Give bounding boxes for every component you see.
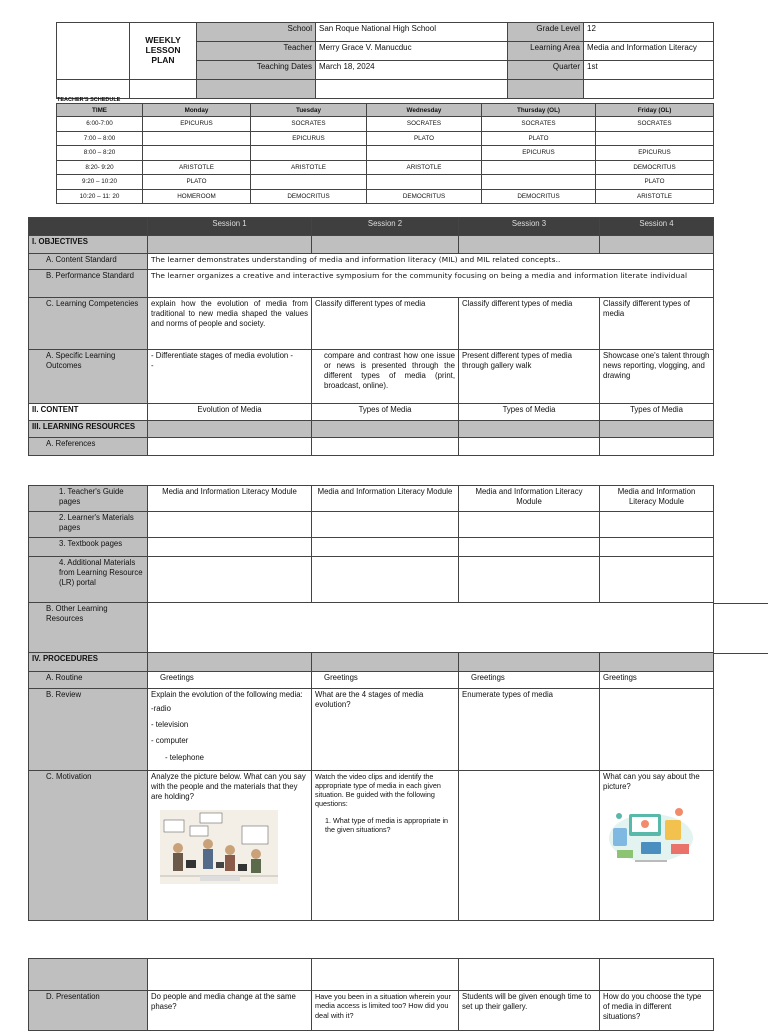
competency-cell: Classify different types of media [600,298,714,350]
presentation-cell: Do people and media change at the same phase? [148,991,312,1031]
content-cell: Types of Media [312,404,459,421]
schedule-time: 6:00-7:00 [57,117,143,132]
schedule-class [367,146,482,161]
content-cell: Types of Media [459,404,600,421]
outcome-cell [148,350,312,404]
tg-cell: Media and Information Literacy Module [459,486,600,512]
outcomes-label: A. Specific Learning Outcomes [29,350,148,404]
tg-cell: Media and Information Literacy Module [148,486,312,512]
additional-label: 4. Additional Materials from Learning Resource (LR) portal [29,557,148,603]
grade-label: Grade Level [508,23,584,42]
schedule-class: HOMEROOM [143,189,251,204]
lm-cell [459,512,600,538]
routine-cell: Greetings [459,672,600,689]
presentation-cell: Have you been in a situation wherein your media access is limited too? How did you deal with it? [312,991,459,1031]
quarter-value: 1st [584,61,714,80]
procedures-cell [148,653,312,672]
lm-cell [600,512,714,538]
review-cell: Enumerate types of media [459,689,600,771]
schedule-class: EPICURUS [596,146,714,161]
outcome-cell: Present different types of media through gallery walk [459,350,600,404]
quarter-label: Quarter [508,61,584,80]
schedule-col-header: Friday (OL) [596,104,714,117]
additional-cell [312,557,459,603]
outcome-line: - [151,361,154,371]
textbook-cell [312,538,459,557]
other-resources-cell [148,603,714,653]
teacher-label: Teacher [197,42,316,61]
objectives-cell [459,236,600,254]
content-cell: Types of Media [600,404,714,421]
header-empty [316,80,508,99]
review-cell [600,689,714,771]
schedule-col-header: Monday [143,104,251,117]
content-standard-label: A. Content Standard [29,254,148,270]
dates-label: Teaching Dates [197,61,316,80]
content-heading: II. CONTENT [29,404,148,421]
additional-cell [600,557,714,603]
references-cell [600,438,714,456]
presentation-cell: How do you choose the type of media in different situations? [600,991,714,1031]
schedule-class: PLATO [482,131,596,146]
textbook-cell [148,538,312,557]
schedule-class: DEMOCRITUS [251,189,367,204]
session-header: Session 3 [459,218,600,236]
textbook-cell [600,538,714,557]
schedule-class: SOCRATES [251,117,367,132]
lm-cell [312,512,459,538]
schedule-row [57,146,714,161]
resources-cell [312,421,459,438]
other-resources-label: B. Other Learning Resources [29,603,148,653]
school-value: San Roque National High School [316,23,508,42]
schedule-class: SOCRATES [596,117,714,132]
plan-table-procedures [28,485,714,921]
header-empty [57,80,130,99]
objectives-cell [312,236,459,254]
content-cell: Evolution of Media [148,404,312,421]
presentation-top-label [29,959,148,991]
schedule-col-header: Tuesday [251,104,367,117]
additional-cell [148,557,312,603]
routine-cell: Greetings [148,672,312,689]
header-empty [197,80,316,99]
review-cell: What are the 4 stages of media evolution? [312,689,459,771]
motivation-cell [312,771,459,921]
presentation-top-cell [148,959,312,991]
schedule-time: 8:00 – 8:20 [57,146,143,161]
schedule-class: PLATO [143,175,251,190]
schedule-class [143,146,251,161]
schedule-class: EPICURUS [143,117,251,132]
competencies-label: C. Learning Competencies [29,298,148,350]
schedule-class [482,175,596,190]
cartoon-illustration [160,810,278,884]
competency-cell: Classify different types of media [312,298,459,350]
review-intro: Explain the evolution of the following media: [151,690,303,699]
area-label: Learning Area [508,42,584,61]
motivation-question: 1. What type of media is appropriate in the given situations? [325,816,449,834]
review-item: - television [151,720,189,730]
session-header: Session 2 [312,218,459,236]
content-standard-value: The learner demonstrates understanding of media and information literacy (MIL) and MIL related concepts.. [148,254,714,270]
resources-cell [459,421,600,438]
tg-cell: Media and Information Literacy Module [600,486,714,512]
outcome-cell: Showcase one's talent through news reporting, vlogging, and drawing [600,350,714,404]
schedule-table [56,103,714,204]
textbook-label: 3. Textbook pages [29,538,148,557]
routine-label: A. Routine [29,672,148,689]
review-label: B. Review [29,689,148,771]
schedule-class: EPICURUS [251,131,367,146]
competency-cell: Classify different types of media [459,298,600,350]
tg-label: 1. Teacher's Guide pages [29,486,148,512]
schedule-row [57,131,714,146]
plan-table-presentation [28,958,714,1031]
motivation-text: What can you say about the picture? [603,772,700,792]
references-label: A. References [29,438,148,456]
presentation-label: D. Presentation [29,991,148,1031]
review-cell [148,689,312,771]
presentation-top-cell [600,959,714,991]
schedule-class: PLATO [596,175,714,190]
grade-value: 12 [584,23,714,42]
references-cell [148,438,312,456]
corner-cell [29,218,148,236]
competency-cell: explain how the evolution of media from traditional to new media shaped the values and norms of people and society. [148,298,312,350]
schedule-body [57,117,714,204]
plan-table-objectives [28,217,714,456]
schedule-class: ARISTOTLE [596,189,714,204]
motivation-text: Analyze the picture below. What can you say with the people and the materials that they are holding? [151,772,306,802]
header-empty [584,80,714,99]
schedule-class [367,175,482,190]
motivation-cell [148,771,312,921]
school-label: School [197,23,316,42]
schedule-class: ARISTOTLE [143,160,251,175]
schedule-class [251,175,367,190]
resources-heading: III. LEARNING RESOURCES [29,421,148,438]
doc-title [130,23,197,80]
tg-cell: Media and Information Literacy Module [312,486,459,512]
motivation-label: C. Motivation [29,771,148,921]
routine-cell: Greetings [312,672,459,689]
header-blank [57,23,130,80]
table-overflow-line [713,603,768,604]
schedule-time: 10:20 – 11: 20 [57,189,143,204]
lm-cell [148,512,312,538]
header-empty [130,80,197,99]
schedule-time: 8:20- 9:20 [57,160,143,175]
schedule-row [57,189,714,204]
presentation-top-cell [312,959,459,991]
media-illustration [603,800,710,869]
schedule-col-header: Thursday (OL) [482,104,596,117]
media-icons-illustration [605,800,697,866]
schedule-class: EPICURUS [482,146,596,161]
title-line1: WEEKLY [145,35,181,46]
header-empty [508,80,584,99]
schedule-class: ARISTOTLE [367,160,482,175]
review-item: -radio [151,704,171,714]
review-item: - computer [151,736,189,746]
schedule-class: SOCRATES [367,117,482,132]
outcome-line: - Differentiate stages of media evolution - [151,351,294,360]
schedule-class [143,131,251,146]
schedule-class: DEMOCRITUS [367,189,482,204]
schedule-row [57,175,714,190]
schedule-class [482,160,596,175]
schedule-time: 9:20 – 10:20 [57,175,143,190]
schedule-col-header: Wednesday [367,104,482,117]
objectives-cell [148,236,312,254]
schedule-class: SOCRATES [482,117,596,132]
area-value: Media and Information Literacy [584,42,714,61]
motivation-cell [459,771,600,921]
schedule-class [251,146,367,161]
presentation-top-cell [459,959,600,991]
schedule-class: DEMOCRITUS [596,160,714,175]
resources-cell [600,421,714,438]
schedule-class: PLATO [367,131,482,146]
schedule-col-header: TIME [57,104,143,117]
motivation-cell [600,771,714,921]
references-cell [312,438,459,456]
presentation-cell: Students will be given enough time to set up their gallery. [459,991,600,1031]
review-item: - telephone [165,752,205,762]
outcome-cell: compare and contrast how one issue or news is presented through the different types of media (print, broadcast, online). [312,350,459,404]
schedule-row [57,117,714,132]
schedule-row [57,160,714,175]
schedule-class [596,131,714,146]
dates-value: March 18, 2024 [316,61,508,80]
performance-standard-label: B. Performance Standard [29,270,148,298]
schedule-class: ARISTOTLE [251,160,367,175]
resources-cell [148,421,312,438]
procedures-cell [600,653,714,672]
schedule-header-row [57,104,714,117]
procedures-cell [312,653,459,672]
schedule-time: 7:00 – 8:00 [57,131,143,146]
teacher-value: Merry Grace V. Manucduc [316,42,508,61]
performance-standard-value: The learner organizes a creative and interactive symposium for the community focusing on being a media and information literate individual [148,270,714,298]
objectives-cell [600,236,714,254]
lm-label: 2. Learner's Materials pages [29,512,148,538]
session-header: Session 4 [600,218,714,236]
procedures-cell [459,653,600,672]
title-line2: LESSON PLAN [145,45,181,65]
table-overflow-line [713,653,768,654]
motivation-text: Watch the video clips and identify the appropriate type of media in each given situation. Be guided with the following questions: [315,772,441,808]
header-table [56,22,714,99]
session-header: Session 1 [148,218,312,236]
schedule-caption: TEACHER'S SCHEDULE [57,97,121,103]
schedule-class: DEMOCRITUS [482,189,596,204]
references-cell [459,438,600,456]
textbook-cell [459,538,600,557]
objectives-heading: I. OBJECTIVES [29,236,148,254]
routine-cell: Greetings [600,672,714,689]
additional-cell [459,557,600,603]
procedures-heading: IV. PROCEDURES [29,653,148,672]
cartoon-image [151,810,308,887]
